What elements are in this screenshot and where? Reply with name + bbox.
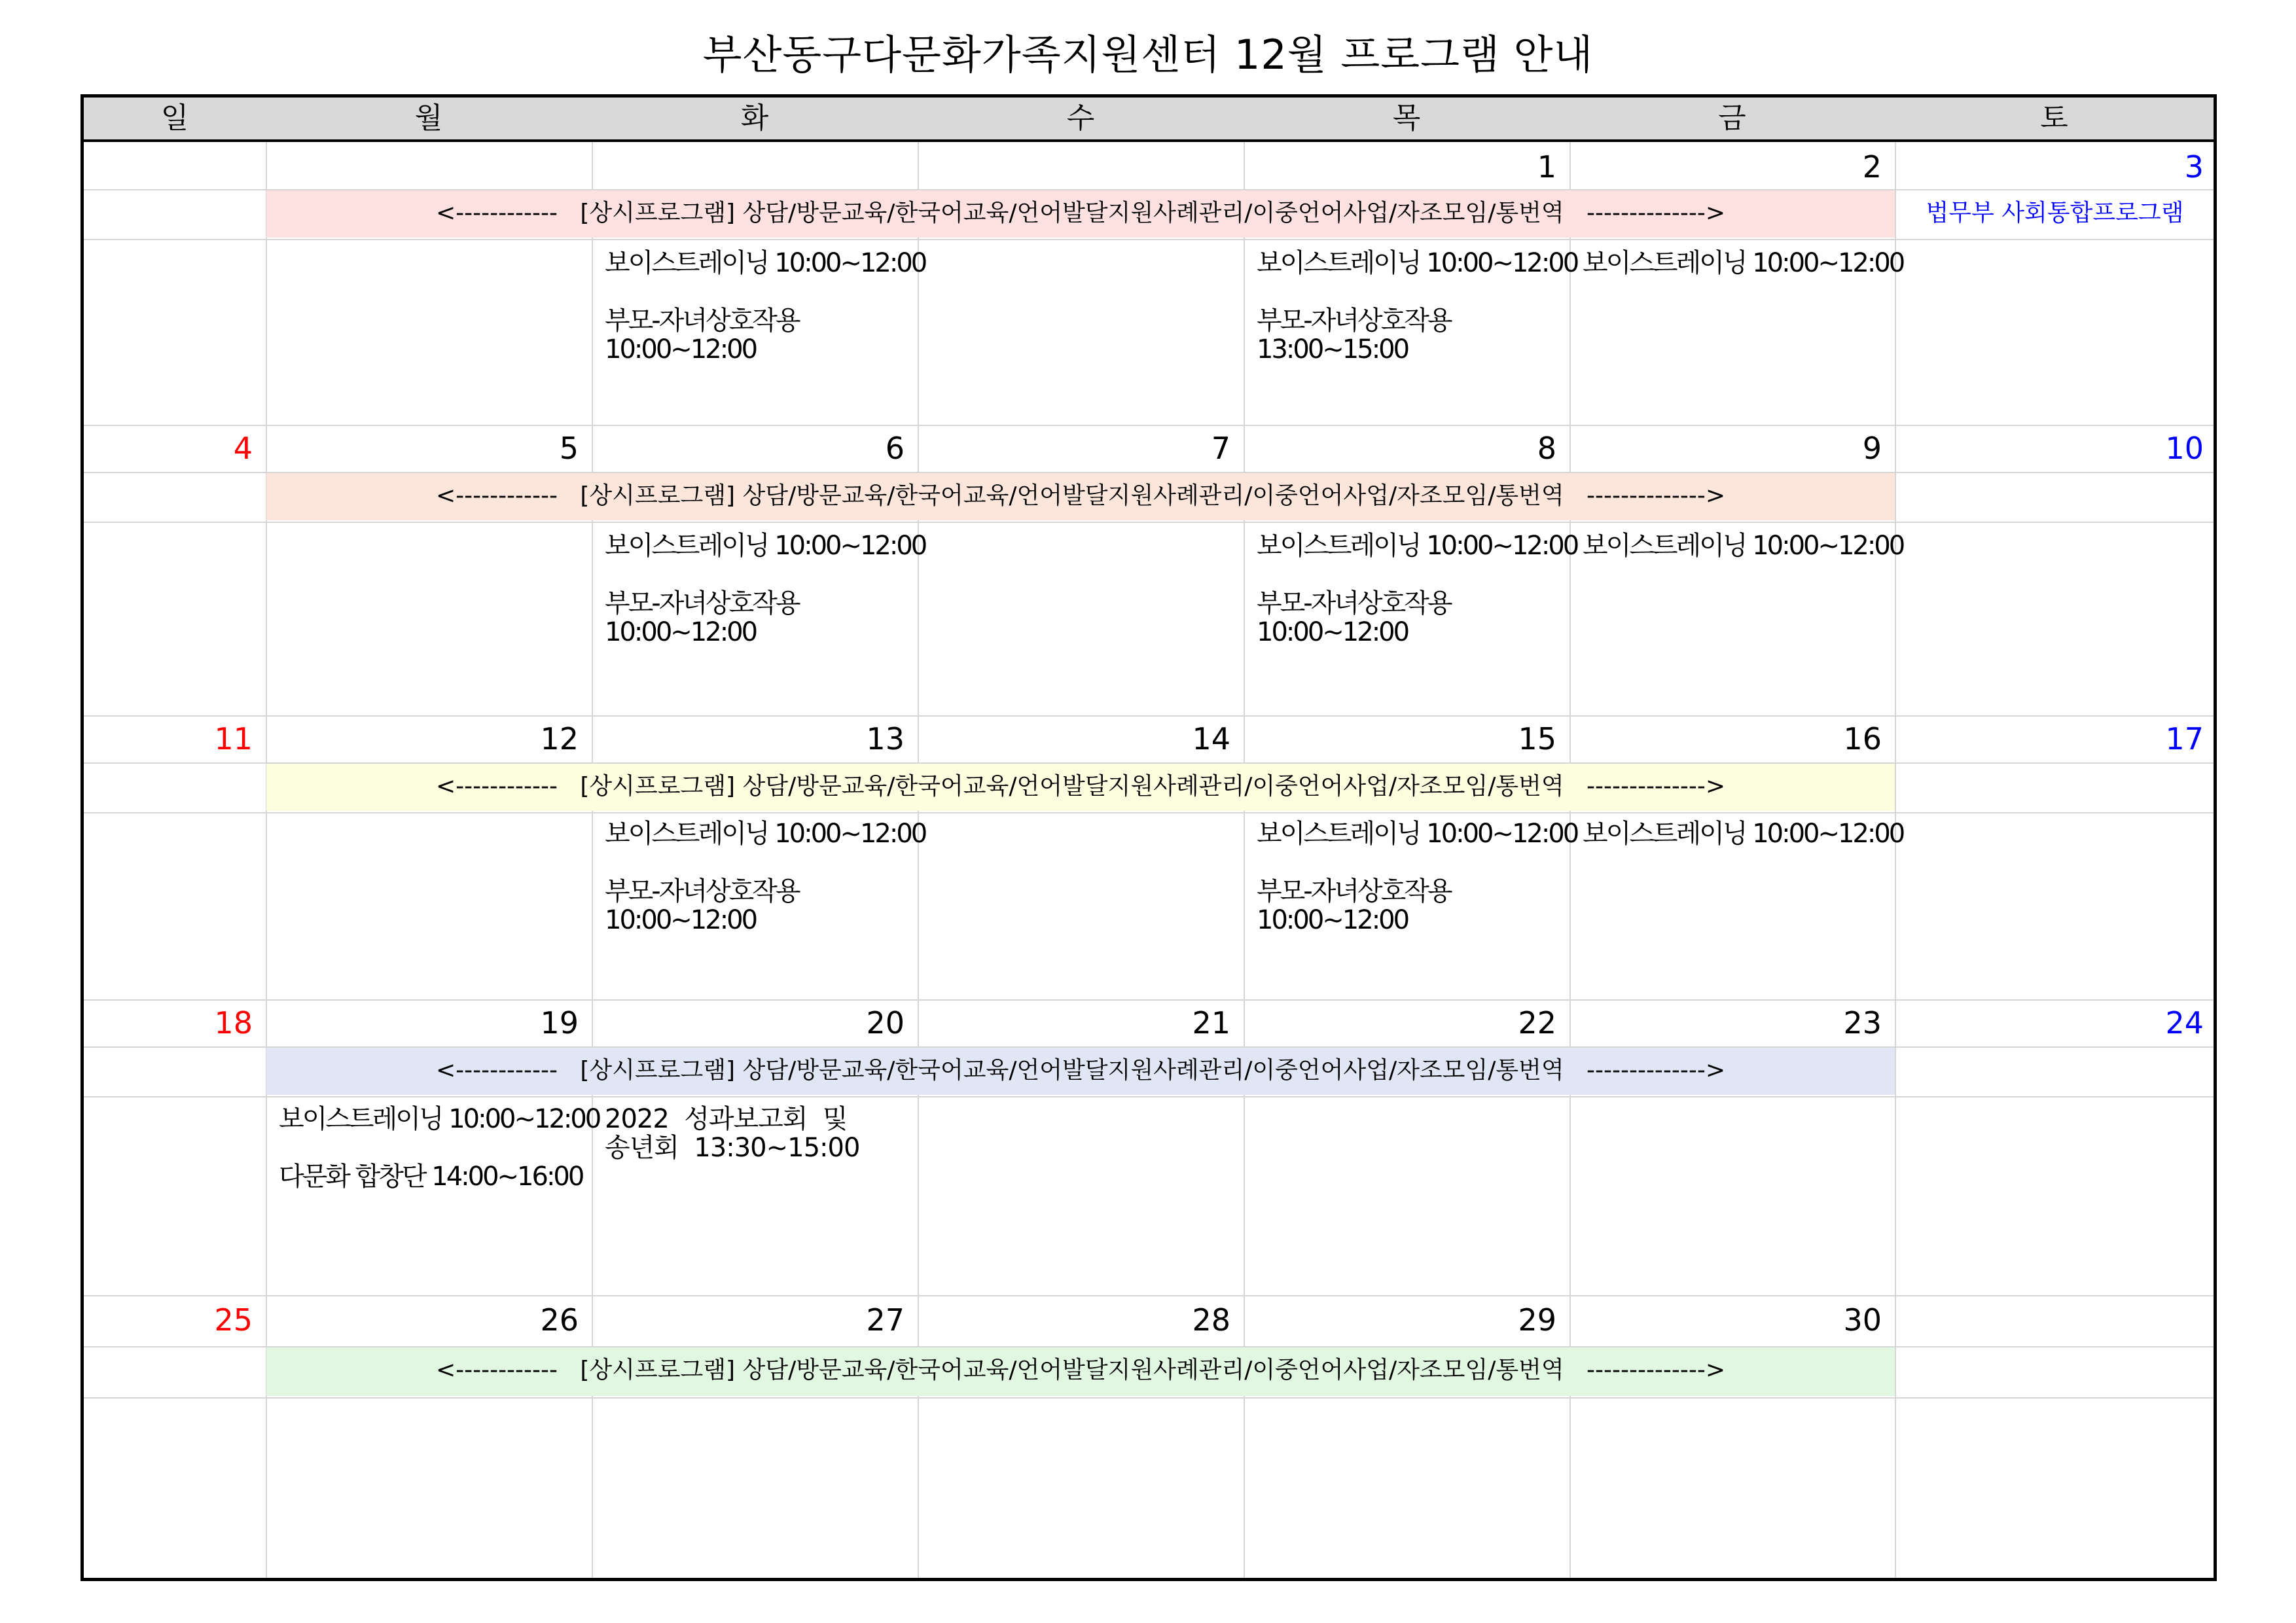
row-divider [84, 715, 2214, 717]
event-year-end-party: 송년회 13:30~15:00 [605, 1133, 860, 1163]
day-number: 6 [885, 431, 905, 466]
event-parent-child: 부모-자녀상호작용 [1257, 588, 1451, 618]
weekday-wed: 수 [1066, 101, 1095, 135]
page-title: 부산동구다문화가족지원센터 12월 프로그램 안내 [702, 31, 1594, 79]
event-voice-training: 보이스트레이닝 10:00~12:00 [1257, 819, 1578, 849]
event-voice-training: 보이스트레이닝 10:00~12:00 [1257, 248, 1578, 278]
row-divider [84, 522, 2214, 523]
event-time: 10:00~12:00 [605, 905, 757, 935]
event-time: 10:00~12:00 [1257, 905, 1408, 935]
day-number: 8 [1537, 431, 1556, 466]
day-number: 14 [1192, 721, 1230, 757]
event-parent-child: 부모-자녀상호작용 [605, 306, 799, 336]
day-number: 19 [540, 1005, 579, 1041]
day-number: 30 [1843, 1302, 1882, 1338]
row-divider [84, 1096, 2214, 1097]
regular-program-band: <------------ [상시프로그램] 상담/방문교육/한국어교육/언어발달지원사례관리/이중언어사업/자조모임/통번역 --------------> [266, 764, 1895, 811]
day-number: 5 [559, 431, 579, 466]
event-performance-report: 2022 성과보고회 및 [605, 1104, 848, 1134]
day-number-saturday: 3 [2184, 149, 2204, 185]
event-multicultural-choir: 다문화 합창단 14:00~16:00 [279, 1162, 583, 1192]
event-voice-training: 보이스트레이닝 10:00~12:00 [605, 248, 926, 278]
day-number: 23 [1843, 1005, 1882, 1041]
regular-program-band: <------------ [상시프로그램] 상담/방문교육/한국어교육/언어발달지원사례관리/이중언어사업/자조모임/통번역 --------------> [266, 190, 1895, 238]
day-number: 22 [1518, 1005, 1556, 1041]
day-number-sunday: 18 [214, 1005, 253, 1041]
day-number-saturday: 24 [2165, 1005, 2204, 1041]
weekday-mon: 월 [414, 101, 443, 135]
event-parent-child: 부모-자녀상호작용 [1257, 306, 1451, 336]
day-number: 9 [1862, 431, 1882, 466]
regular-program-band: <------------ [상시프로그램] 상담/방문교육/한국어교육/언어발달지원사례관리/이중언어사업/자조모임/통번역 --------------> [266, 473, 1895, 520]
event-voice-training: 보이스트레이닝 10:00~12:00 [1583, 248, 1904, 278]
day-number-sunday: 11 [214, 721, 253, 757]
day-number: 27 [866, 1302, 905, 1338]
day-number-sunday: 4 [233, 431, 253, 466]
day-number: 26 [540, 1302, 579, 1338]
weekday-fri: 금 [1718, 101, 1746, 135]
day-number: 15 [1518, 721, 1556, 757]
event-voice-training: 보이스트레이닝 10:00~12:00 [1583, 819, 1904, 849]
row-divider [84, 1295, 2214, 1296]
day-number: 21 [1192, 1005, 1230, 1041]
day-number: 13 [866, 721, 905, 757]
event-time: 10:00~12:00 [1257, 617, 1408, 647]
day-number: 1 [1537, 149, 1556, 185]
event-voice-training: 보이스트레이닝 10:00~12:00 [1257, 531, 1578, 561]
day-number: 7 [1211, 431, 1230, 466]
weekday-tue: 화 [740, 101, 769, 135]
day-number-sunday: 25 [214, 1302, 253, 1338]
ministry-integration-program: 법무부 사회통합프로그램 [1926, 200, 2184, 226]
event-parent-child: 부모-자녀상호작용 [605, 588, 799, 618]
day-number: 12 [540, 721, 579, 757]
row-divider [84, 239, 2214, 240]
row-divider [84, 1397, 2214, 1399]
weekday-sat: 토 [2040, 101, 2068, 135]
row-divider [84, 425, 2214, 426]
day-number-saturday: 10 [2165, 431, 2204, 466]
event-voice-training: 보이스트레이닝 10:00~12:00 [605, 531, 926, 561]
event-voice-training: 보이스트레이닝 10:00~12:00 [1583, 531, 1904, 561]
event-time: 10:00~12:00 [605, 617, 757, 647]
weekday-sun: 일 [160, 101, 189, 135]
day-number: 16 [1843, 721, 1882, 757]
event-voice-training: 보이스트레이닝 10:00~12:00 [605, 819, 926, 849]
day-number: 2 [1862, 149, 1882, 185]
row-divider [84, 999, 2214, 1001]
event-parent-child: 부모-자녀상호작용 [1257, 876, 1451, 906]
row-divider [84, 812, 2214, 813]
event-voice-training: 보이스트레이닝 10:00~12:00 [279, 1104, 600, 1134]
event-time: 13:00~15:00 [1257, 334, 1408, 365]
regular-program-band: <------------ [상시프로그램] 상담/방문교육/한국어교육/언어발달지원사례관리/이중언어사업/자조모임/통번역 --------------> [266, 1347, 1895, 1396]
regular-program-band: <------------ [상시프로그램] 상담/방문교육/한국어교육/언어발달지원사례관리/이중언어사업/자조모임/통번역 --------------> [266, 1048, 1895, 1095]
day-number: 28 [1192, 1302, 1230, 1338]
day-number: 20 [866, 1005, 905, 1041]
weekday-header [84, 98, 2214, 142]
calendar-grid [81, 94, 2217, 1581]
event-time: 10:00~12:00 [605, 334, 757, 365]
weekday-thu: 목 [1392, 101, 1421, 135]
event-parent-child: 부모-자녀상호작용 [605, 876, 799, 906]
day-number-saturday: 17 [2165, 721, 2204, 757]
day-number: 29 [1518, 1302, 1556, 1338]
